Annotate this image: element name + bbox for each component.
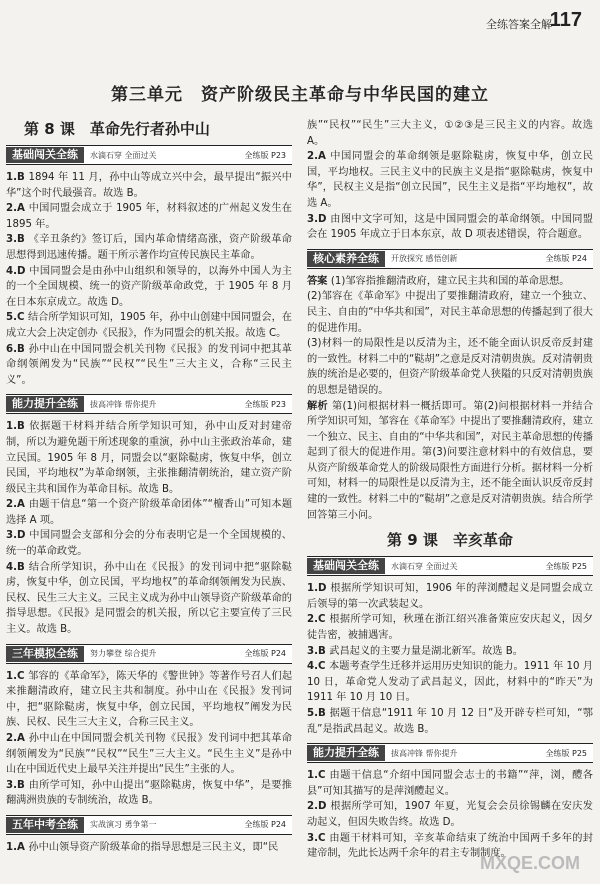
answer-number: 2.A xyxy=(6,499,29,511)
page-number: 117 xyxy=(549,9,582,31)
section-ref: 全练版 P23 xyxy=(244,399,286,409)
answer-list-nengli9 xyxy=(307,768,593,862)
section-bar-wunian xyxy=(6,815,292,835)
answer-text: 由所学可知，孙中山提出“驱除鞑虏，恢复中华”，是要推翻满洲贵族的专制统治，故选 B。 xyxy=(6,779,292,807)
section-tag: 核心素养全练 xyxy=(307,251,385,267)
answer-text: 本题考查学生迁移并运用历史知识的能力。1911 年 10 月 10 日，革命党人发动了武昌起义，因此，材料中的“昨天”为 1911 年 10 月 10 日。 xyxy=(307,661,593,704)
answer-number: 4.B xyxy=(6,561,29,573)
answer-item xyxy=(6,669,292,731)
section-subtitle: 开放探究 感悟创新 xyxy=(391,254,458,264)
answer-number: 1.B xyxy=(6,172,29,183)
answer-text: 族”“民权”“民生”三大主义，①②③是三民主义的内容。故选 A。 xyxy=(307,120,593,147)
section-ref: 全练版 P23 xyxy=(244,150,286,160)
answer-item xyxy=(307,289,593,336)
answer-text: 由题干信息“第一个资产阶级革命团体”“檀香山”可知本题选择 A 项。 xyxy=(6,499,293,526)
answer-number: 3.B xyxy=(6,779,29,791)
answer-list-right-top xyxy=(307,118,593,243)
answer-list-sannian xyxy=(6,669,292,809)
answer-text: 武昌起义的主要力量是湖北新军。故选 B。 xyxy=(329,645,523,657)
answer-text: 结合所学知识可知，1905 年，孙中山创建中国同盟会，在成立大会上决定创办《民报》，作为同盟会的机关报。故选 C。 xyxy=(6,312,292,339)
answer-text: 第(1)问根据材料一概括即可。第(2)问根据材料一并结合所学知识可知，邹容在《革命军》中提出了要推翻清政府，建立一个独立、民主、自由的“中华共和国”，对民主革命思想的传播起到了很大的促进作用。第(3)问要注意材料中的有效信息，要从资产阶级革命党人的阶级局限性方面进行分析。据材料一分析可知，材料一的局限性是以反清为主，还不能全面认识反帝反封建的一致性。材料二中的“鞑胡”之意是反对清朝贵族。结合所学回答第三小问。 xyxy=(307,400,594,521)
answer-text: 《辛丑条约》签订后，国内革命情绪高涨，资产阶级革命思想得到迅速传播。题干所示著作均宣传民族民主革命。 xyxy=(6,234,292,261)
answer-item xyxy=(6,201,292,232)
answer-text: 由题干材料可知，辛亥革命结束了统治中国两千多年的封建帝制，先此长达两千余年的君主专制制度。 xyxy=(307,832,593,860)
answer-item xyxy=(6,560,292,638)
answer-number: 3.D xyxy=(307,213,331,225)
answer-number: 1.A xyxy=(6,841,29,853)
answer-text: (1)邹容指推翻清政府，建立民主共和国的革命思想。 xyxy=(330,275,570,287)
left-column xyxy=(6,118,292,856)
answer-text: 中国同盟会的革命纲领是驱除鞑虏，恢复中华，创立民国，平均地权。三民主义中的民族主义是指“驱除鞑虏，恢复中华”，民权主义是指“创立民国”，民生主义是指“平均地权”，故选 A。 xyxy=(307,151,593,209)
answer-number: 2.A xyxy=(6,203,29,215)
answer-text: 1894 年 11 月，孙中山等成立兴中会，最早提出“振兴中华”这个时代最强音。故选 B。 xyxy=(6,172,292,199)
section-bar-nengli9 xyxy=(307,743,593,763)
answer-text: 依据题干材料并结合所学知识可知，孙中山反对封建帝制，所以为避免题干所述现象的重演，孙中山主张政治革命，建立民国。1905 年 8 月，同盟会以“驱除鞑虏，恢复中华，创立民国，平均地权”为革命纲领，主张推翻清朝统治，建立资产阶级民主共和国作为革命目标。故选 B。 xyxy=(6,421,292,495)
answer-text: 孙中山在中国同盟会机关刊物《民报》发刊词中把其革命纲领阐发为“民族”“民权”“民生”三大主义。“民生主义”是孙中山在中国近代史上最早关注并提出“民生”主张的人。 xyxy=(6,733,292,776)
section-subtitle: 拔高冲锋 帮你提升 xyxy=(90,399,157,409)
answer-number: 2.D xyxy=(307,801,331,813)
unit-title: 第三单元 资产阶级民主革命与中华民国的建立 xyxy=(111,85,489,105)
answer-text: 孙中山在中国同盟会机关刊物《民报》的发刊词中把其革命纲领阐发为“民族”“民权”“民生”三大主义，合称“三民主义”。 xyxy=(6,343,292,386)
section-bar-jichu8 xyxy=(6,145,292,165)
section-tag: 三年模拟全练 xyxy=(6,646,84,662)
section-ref: 全练版 P24 xyxy=(244,820,286,830)
answer-item xyxy=(6,310,292,341)
section-subtitle: 努力攀登 综合提升 xyxy=(90,649,157,659)
answer-number: 4.C xyxy=(307,661,330,673)
answer-item xyxy=(6,342,292,389)
section-tag: 基础闯关全练 xyxy=(307,558,385,574)
answer-item xyxy=(6,778,292,809)
lesson9-title: 第 9 课 辛亥革命 xyxy=(387,531,513,550)
answer-item xyxy=(307,399,593,524)
answer-text: (2)邹容在《革命军》中提出了要推翻清政府，建立一个独立、民主、自由的“中华共和国”，对民主革命思想的传播起到了很大的促进作用。 xyxy=(307,291,593,334)
answer-item xyxy=(6,232,292,263)
section-subtitle: 水滴石穿 全面过关 xyxy=(90,150,157,160)
answer-text: 由题干信息“介绍中国同盟会志士的书籍”“萍，浏，醴各县”可知其描写的是萍浏醴起义。 xyxy=(307,770,593,797)
answer-number: 3.B xyxy=(307,645,330,657)
section-tag: 能力提升全练 xyxy=(307,745,385,761)
answer-item xyxy=(6,528,292,559)
answer-number: 1.D xyxy=(307,583,331,595)
answer-item xyxy=(307,149,593,211)
answer-item xyxy=(307,118,593,149)
page-header xyxy=(0,0,600,58)
answer-item xyxy=(6,840,292,856)
answer-list-nengli8 xyxy=(6,419,292,637)
right-column xyxy=(307,118,593,862)
answer-item xyxy=(307,581,593,612)
section-tag: 能力提升全练 xyxy=(6,396,84,412)
answer-number: 1.C xyxy=(6,670,29,682)
section-ref: 全练版 P25 xyxy=(545,748,587,758)
answer-text: 中国同盟会支部和分会的分布表明它是一个全国规模的、统一的革命政党。 xyxy=(6,530,292,558)
answer-item xyxy=(6,419,292,497)
section-subtitle: 水滴石穿 全面过关 xyxy=(391,561,458,571)
answer-text: 根据所学可知，1907 年夏，光复会会员徐锡麟在安庆发动起义，但因失败告终。故选 D。 xyxy=(307,801,593,828)
answer-number: 1.C xyxy=(307,770,330,782)
section-subtitle: 拔高冲锋 帮你提升 xyxy=(391,748,458,758)
answer-item xyxy=(307,612,593,643)
answer-number: 3.C xyxy=(307,832,330,844)
answer-item xyxy=(307,274,593,290)
answer-number: 5.B xyxy=(307,708,330,719)
answer-number: 2.A xyxy=(6,733,29,744)
answer-list-wunian xyxy=(6,840,292,856)
answer-number: 4.D xyxy=(6,265,30,277)
answer-number: 2.A xyxy=(307,151,331,163)
answer-text: 中国同盟会成立于 1905 年，材料叙述的广州起义发生在 1895 年。 xyxy=(6,203,292,230)
answer-item xyxy=(307,212,593,243)
answer-text: 中国同盟会是由孙中山组织和领导的，以海外中国人为主的一个全国规模、统一的资产阶级革命政党，于 1905 年 8 月在日本东京成立。故选 D。 xyxy=(6,265,292,308)
answer-number: 2.C xyxy=(307,614,330,626)
answer-number: 6.B xyxy=(6,343,29,355)
section-tag: 基础闯关全练 xyxy=(6,147,84,163)
answer-item xyxy=(6,731,292,778)
answer-number: 5.C xyxy=(6,312,29,324)
section-subtitle: 实战演习 勇争第一 xyxy=(90,820,157,830)
answer-text: 由图中文字可知，这是中国同盟会的革命纲领。中国同盟会在 1905 年成立于日本东京，故 D 项表述错误，符合题意。 xyxy=(307,213,593,241)
section-ref: 全练版 P24 xyxy=(244,649,286,659)
lesson8-title: 第 8 课 革命先行者孙中山 xyxy=(24,120,210,138)
section-tag: 五年中考全练 xyxy=(6,817,84,833)
section-ref: 全练版 P25 xyxy=(545,561,587,571)
answer-item xyxy=(307,768,593,799)
answer-number: 3.D xyxy=(6,530,30,542)
answer-item xyxy=(307,644,593,660)
answer-text: 孙中山领导资产阶级革命的指导思想是三民主义，即“民 xyxy=(28,841,279,853)
answer-list-jichu8 xyxy=(6,170,292,388)
section-bar-jichu9 xyxy=(307,556,593,576)
section-bar-hexin xyxy=(307,249,593,269)
answer-text: 根据所学可知，秋瑾在浙江绍兴准备策应安庆起义，因夕徒告密，被捕遇害。 xyxy=(307,614,593,642)
section-bar-sannian xyxy=(6,644,292,664)
answer-item xyxy=(307,659,593,706)
answer-text: 据题干信息“1911 年 10 月 12 日”及开辟专栏可知，“鄂乱”是指武昌起义。故选 B。 xyxy=(307,708,593,735)
answer-item xyxy=(307,799,593,830)
answer-number: 3.B xyxy=(6,234,29,246)
answer-item xyxy=(307,706,593,737)
answer-item xyxy=(6,264,292,311)
answer-item xyxy=(6,497,292,528)
answer-item xyxy=(6,170,292,201)
section-bar-nengli8 xyxy=(6,394,292,414)
answer-text: 邹容的《革命军》，陈天华的《警世钟》等著作号召人们起来推翻清政府，建立民主共和制度。孙中山在《民报》发刊词中，把“驱除鞑虏，恢复中华，创立民国，平均地权”阐发为民族、民权、民生三大主义，合称三民主义。 xyxy=(6,670,292,729)
answer-list-jichu9 xyxy=(307,581,593,737)
watermark: MXQE.COM xyxy=(479,853,580,873)
answer-number: 解析 xyxy=(307,400,332,412)
answer-text: 结合所学知识，孙中山在《民报》的发刊词中把“驱除鞑虏，恢复中华，创立民国，平均地权”的革命纲领阐发为民族、民权、民生三大主义。三民主义成为孙中山领导资产阶级革命的指导思想。《民报》是同盟会的机关报，所以它主要宣传了三民主义。故选 B。 xyxy=(6,561,292,636)
answer-item xyxy=(307,336,593,398)
answer-number: 1.B xyxy=(6,421,30,433)
answer-text: 根据所学知识可知，1906 年的萍浏醴起义是同盟会成立后领导的第一次武装起义。 xyxy=(307,583,593,610)
section-ref: 全练版 P24 xyxy=(545,254,587,264)
answer-number: 答案 xyxy=(307,275,331,287)
answer-text: (3)材料一的局限性是以反清为主，还不能全面认识反帝反封建的一致性。材料二中的“鞑胡”之意是反对清朝贵族。反对清朝贵族的统治是必要的，但资产阶级革命党人狭隘的只反对清朝贵族的思想是错误的。 xyxy=(307,338,593,396)
answer-list-hexin xyxy=(307,274,593,524)
header-label: 全练答案全解 xyxy=(486,18,552,31)
